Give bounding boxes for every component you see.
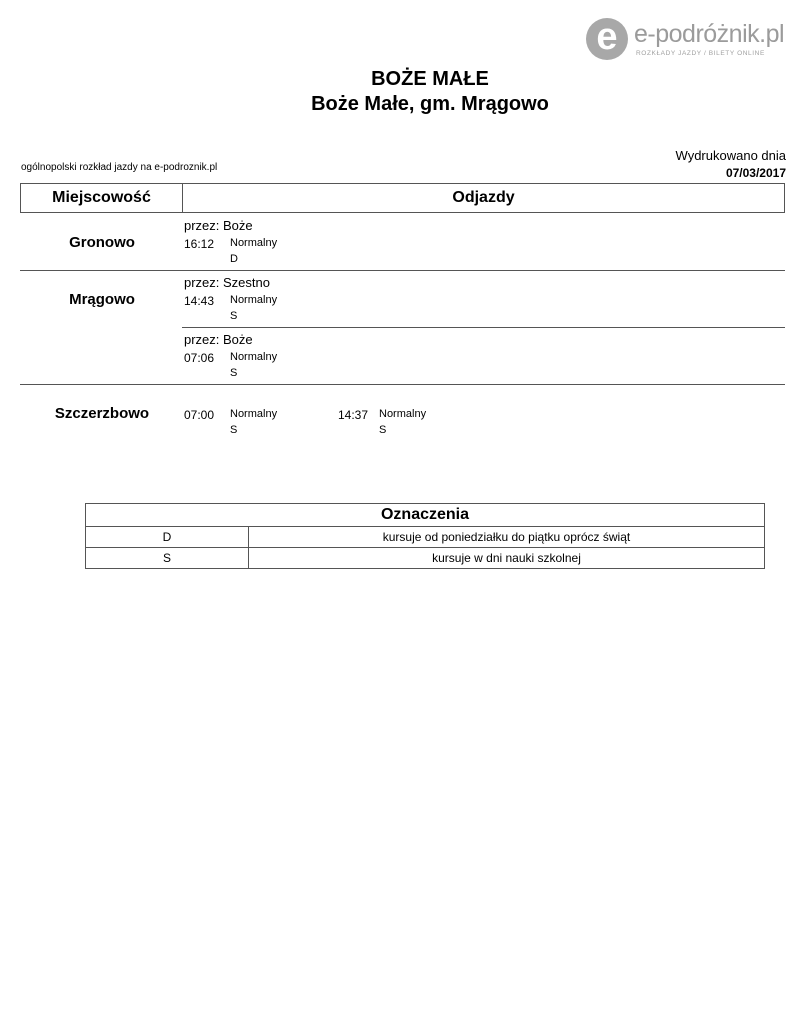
legend-table xyxy=(85,503,765,569)
e-podroznik-logo xyxy=(586,18,790,64)
via-label: przez: Boże xyxy=(184,218,253,233)
legend-description: kursuje w dni nauki szkolnej xyxy=(432,551,581,565)
source-note: ogólnopolski rozkład jazdy na e-podroznik.pl xyxy=(21,162,218,173)
departure-type: Normalny xyxy=(379,408,427,420)
column-header-departures: Odjazdy xyxy=(452,189,515,206)
departure-time: 14:43 xyxy=(184,294,215,308)
town-name: Gronowo xyxy=(69,234,135,251)
via-label: przez: Szestno xyxy=(184,275,270,290)
legend-row xyxy=(86,547,764,568)
legend-row xyxy=(86,527,764,547)
departure-type: Normalny xyxy=(230,408,278,420)
legend-code: D xyxy=(86,527,249,547)
departure-code: S xyxy=(230,367,238,379)
row-divider xyxy=(20,384,785,385)
row-divider xyxy=(20,270,785,271)
page-subtitle: Boże Małe, gm. Mrągowo xyxy=(311,93,549,115)
departure-code: S xyxy=(230,424,238,436)
group-divider xyxy=(182,327,785,328)
departure-time: 14:37 xyxy=(338,408,369,422)
departure-time: 07:06 xyxy=(184,351,215,365)
departure-type: Normalny xyxy=(230,351,278,363)
logo-tagline: ROZKŁADY JAZDY / BILETY ONLINE xyxy=(636,50,765,57)
departure-code: S xyxy=(230,310,238,322)
logo-name: e-podróżnik.pl xyxy=(634,20,785,48)
departure-code: D xyxy=(230,253,238,265)
printed-label: Wydrukowano dnia xyxy=(675,148,786,163)
legend-description: kursuje od poniedziałku do piątku oprócz świąt xyxy=(382,530,631,544)
column-header-town: Miejscowość xyxy=(21,184,183,212)
legend-title: Oznaczenia xyxy=(86,504,764,527)
town-name: Szczerzbowo xyxy=(54,405,150,422)
departure-type: Normalny xyxy=(230,237,278,249)
printed-date: 07/03/2017 xyxy=(725,166,786,180)
departure-time: 16:12 xyxy=(184,237,215,251)
departure-time: 07:00 xyxy=(184,408,215,422)
legend-code: S xyxy=(86,548,249,568)
departure-type: Normalny xyxy=(230,294,278,306)
town-name: Mrągowo xyxy=(69,291,135,308)
via-label: przez: Boże xyxy=(184,332,253,347)
departure-code: S xyxy=(379,424,387,436)
logo-e-icon: e xyxy=(586,18,628,60)
page-title: BOŻE MAŁE xyxy=(371,68,489,90)
table-header xyxy=(20,183,785,213)
